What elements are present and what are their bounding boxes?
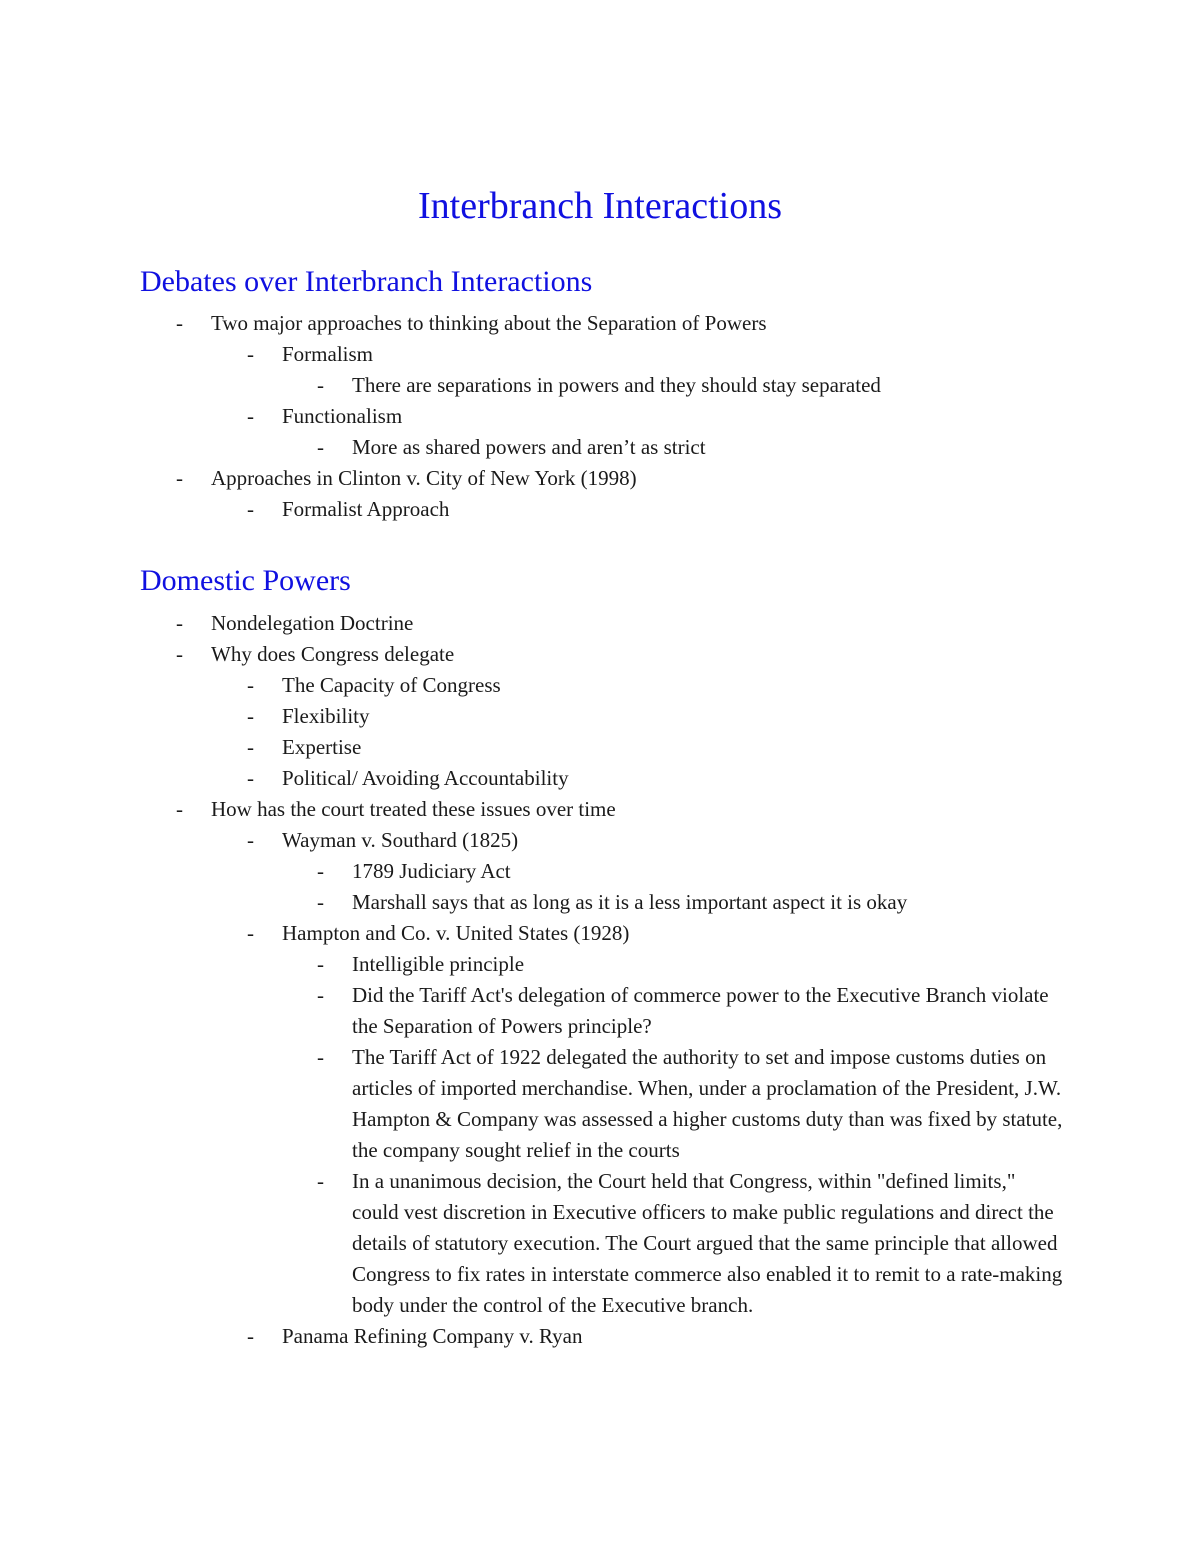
bullet-dash: - [317, 859, 324, 883]
list-item [0, 1042, 1200, 1166]
list-item-text: The Capacity of Congress [282, 673, 501, 697]
list-item-text: In a unanimous decision, the Court held that Congress, within "defined limits," could vest discretion in Executive officers to make public regulations and direct the details of statutory execution. The Court argued that the same principle that allowed Congress to fix rates in interstate commerce also enabled it to remit to a rate-making body under the control of the Executive branch. [352, 1169, 1063, 1317]
list-item-text: Panama Refining Company v. Ryan [282, 1324, 583, 1348]
bullet-dash: - [247, 735, 254, 759]
list-item [0, 732, 1200, 763]
list-item-text: Formalist Approach [282, 497, 450, 521]
list-item-text: Marshall says that as long as it is a less important aspect it is okay [352, 890, 908, 914]
list-item [0, 639, 1200, 670]
list-item [0, 339, 1200, 370]
list-item [0, 670, 1200, 701]
list-item-text: Wayman v. Southard (1825) [282, 828, 519, 852]
list-item-text: Political/ Avoiding Accountability [282, 766, 569, 790]
bullet-dash: - [317, 1169, 324, 1193]
list-item [0, 825, 1200, 856]
list-item-text: How has the court treated these issues over time [211, 797, 616, 821]
document-title: Interbranch Interactions [418, 185, 782, 227]
list-item [0, 949, 1200, 980]
list-item-text: The Tariff Act of 1922 delegated the authority to set and impose customs duties on articles of imported merchandise. When, under a proclamation of the President, J.W. Hampton & Company was assessed a higher customs duty than was fixed by statute, the company sought relief in the courts [352, 1045, 1063, 1162]
section-heading-domestic-powers: Domestic Powers [140, 564, 351, 597]
bullet-dash: - [247, 673, 254, 697]
list-item-text: Flexibility [282, 704, 370, 728]
bullet-dash: - [247, 497, 254, 521]
list-item [0, 370, 1200, 401]
bullet-dash: - [247, 828, 254, 852]
list-item [0, 608, 1200, 639]
list-item-text: 1789 Judiciary Act [352, 859, 511, 883]
bullet-dash: - [176, 466, 183, 490]
list-item [0, 887, 1200, 918]
list-item [0, 980, 1200, 1042]
bullet-dash: - [247, 704, 254, 728]
list-item-text: Approaches in Clinton v. City of New York (1998) [211, 466, 637, 490]
list-item-text: There are separations in powers and they should stay separated [352, 373, 881, 397]
bullet-dash: - [176, 642, 183, 666]
bullet-dash: - [247, 404, 254, 428]
domestic-powers-bullet-list [0, 608, 1200, 1352]
list-item-text: Why does Congress delegate [211, 642, 455, 666]
list-item [0, 763, 1200, 794]
bullet-dash: - [317, 435, 324, 459]
list-item-text: Two major approaches to thinking about the Separation of Powers [211, 311, 767, 335]
bullet-dash: - [317, 890, 324, 914]
bullet-dash: - [176, 797, 183, 821]
bullet-dash: - [317, 1045, 324, 1069]
bullet-dash: - [176, 311, 183, 335]
bullet-dash: - [176, 611, 183, 635]
list-item [0, 432, 1200, 463]
list-item [0, 1166, 1200, 1321]
section-heading-debates: Debates over Interbranch Interactions [140, 265, 593, 298]
bullet-dash: - [247, 921, 254, 945]
bullet-dash: - [317, 373, 324, 397]
list-item-text: Nondelegation Doctrine [211, 611, 414, 635]
list-item [0, 856, 1200, 887]
list-item [0, 794, 1200, 825]
bullet-dash: - [247, 1324, 254, 1348]
list-item [0, 701, 1200, 732]
list-item-text: Expertise [282, 735, 362, 759]
list-item [0, 463, 1200, 494]
list-item-text: More as shared powers and aren’t as strict [352, 435, 706, 459]
list-item [0, 494, 1200, 525]
list-item [0, 308, 1200, 339]
bullet-dash: - [247, 766, 254, 790]
list-item-text: Formalism [282, 342, 374, 366]
list-item-text: Did the Tariff Act's delegation of commerce power to the Executive Branch violate the Separation of Powers principle? [352, 983, 1049, 1038]
list-item [0, 401, 1200, 432]
bullet-dash: - [317, 952, 324, 976]
list-item-text: Intelligible principle [352, 952, 525, 976]
bullet-dash: - [317, 983, 324, 1007]
list-item [0, 918, 1200, 949]
bullet-dash: - [247, 342, 254, 366]
debates-bullet-list [0, 308, 1200, 525]
list-item-text: Hampton and Co. v. United States (1928) [282, 921, 630, 945]
list-item [0, 1321, 1200, 1352]
list-item-text: Functionalism [282, 404, 403, 428]
